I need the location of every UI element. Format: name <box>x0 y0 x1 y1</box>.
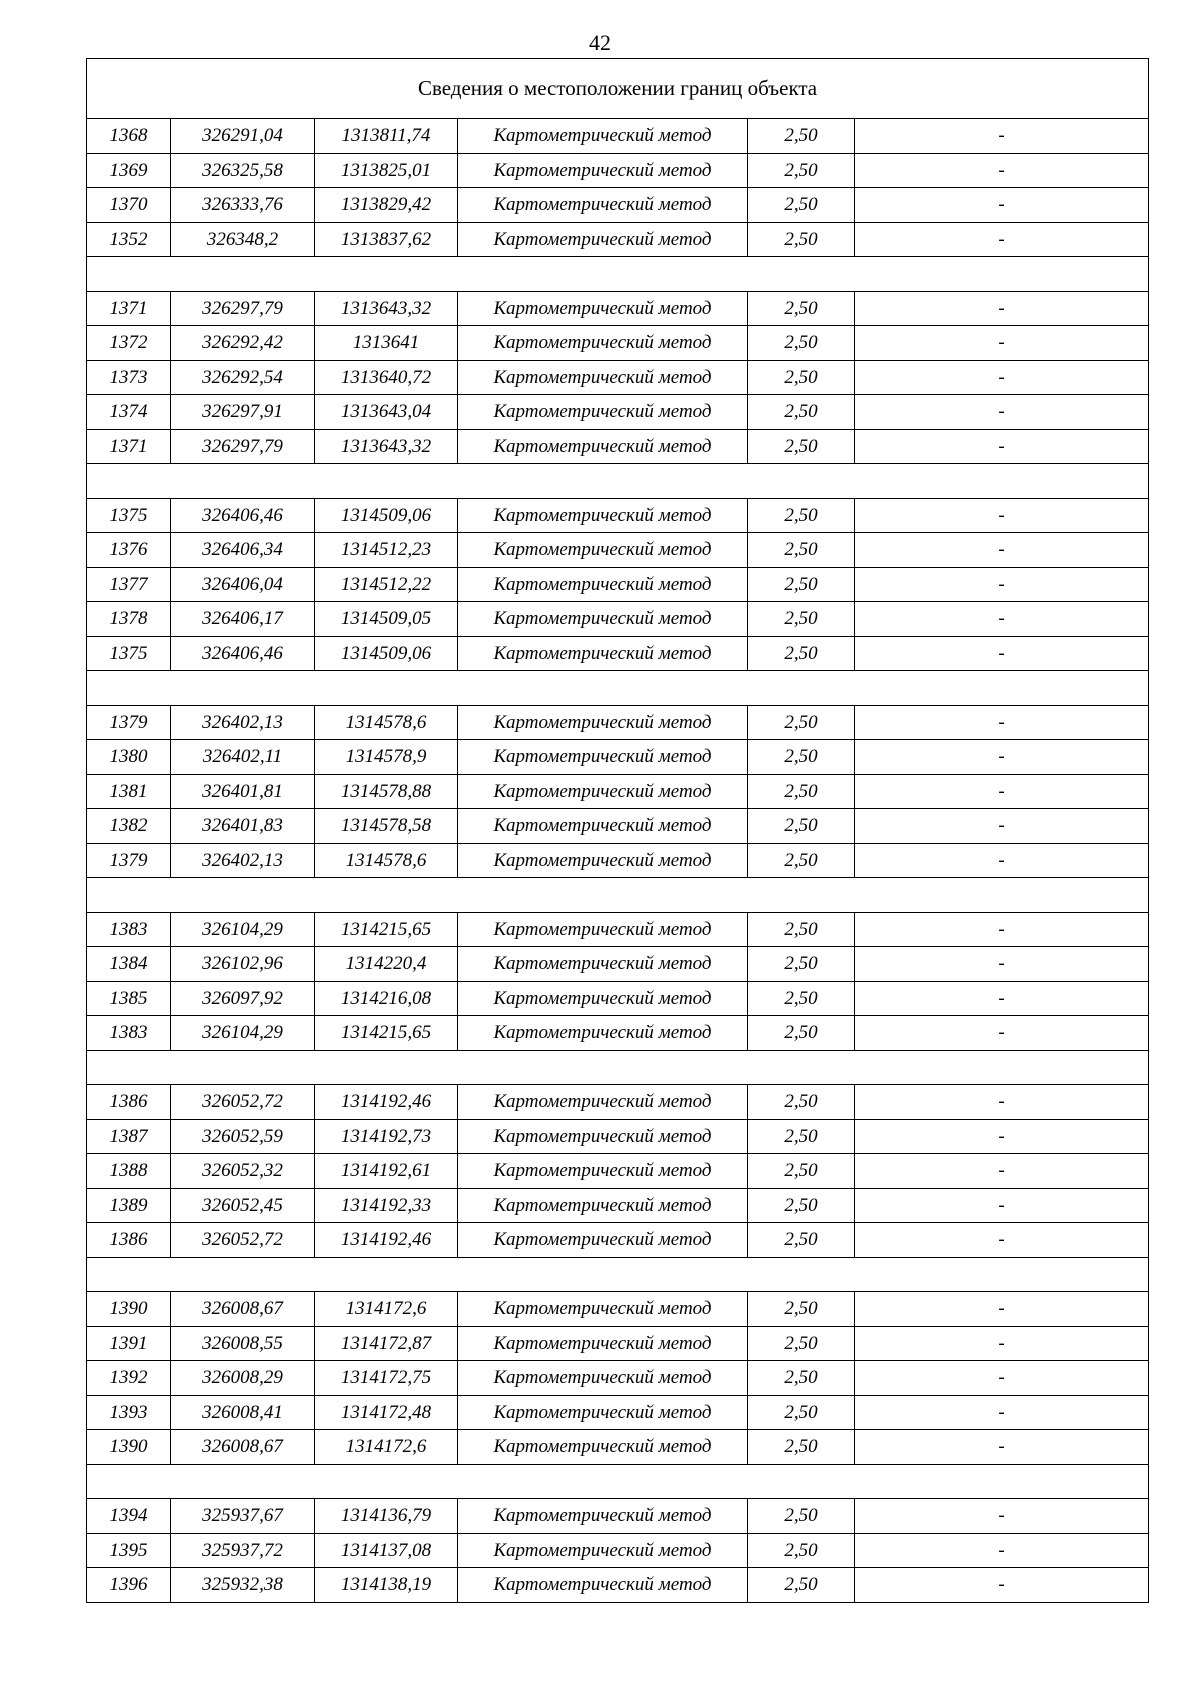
cell-coord-y: 1314215,65 <box>315 912 458 947</box>
cell-description: - <box>855 1395 1149 1430</box>
cell-method: Картометрический метод <box>458 153 748 188</box>
cell-coord-x: 326008,41 <box>171 1395 315 1430</box>
group-separator-cell <box>87 1464 1149 1499</box>
cell-method: Картометрический метод <box>458 636 748 671</box>
cell-description: - <box>855 740 1149 775</box>
cell-point-number: 1372 <box>87 326 171 361</box>
cell-description: - <box>855 1361 1149 1396</box>
cell-point-number: 1369 <box>87 153 171 188</box>
cell-coord-y: 1314512,23 <box>315 533 458 568</box>
cell-coord-x: 326401,83 <box>171 809 315 844</box>
cell-point-number: 1371 <box>87 429 171 464</box>
cell-accuracy: 2,50 <box>748 1154 855 1189</box>
cell-coord-y: 1314578,88 <box>315 774 458 809</box>
cell-coord-x: 326325,58 <box>171 153 315 188</box>
cell-point-number: 1378 <box>87 602 171 637</box>
cell-point-number: 1390 <box>87 1292 171 1327</box>
table-row <box>87 395 1149 430</box>
cell-point-number: 1395 <box>87 1533 171 1568</box>
cell-method: Картометрический метод <box>458 291 748 326</box>
group-separator-cell <box>87 1050 1149 1085</box>
cell-coord-y: 1314192,61 <box>315 1154 458 1189</box>
group-separator-row <box>87 671 1149 706</box>
group-separator-row <box>87 464 1149 499</box>
cell-point-number: 1382 <box>87 809 171 844</box>
cell-method: Картометрический метод <box>458 498 748 533</box>
group-separator-cell <box>87 878 1149 913</box>
table-row <box>87 705 1149 740</box>
table-row <box>87 222 1149 257</box>
cell-method: Картометрический метод <box>458 843 748 878</box>
cell-coord-x: 326052,32 <box>171 1154 315 1189</box>
cell-coord-y: 1314172,75 <box>315 1361 458 1396</box>
cell-accuracy: 2,50 <box>748 602 855 637</box>
cell-coord-x: 326104,29 <box>171 912 315 947</box>
cell-description: - <box>855 360 1149 395</box>
cell-accuracy: 2,50 <box>748 1119 855 1154</box>
cell-coord-y: 1313643,04 <box>315 395 458 430</box>
cell-coord-y: 1314138,19 <box>315 1568 458 1603</box>
table-row <box>87 1188 1149 1223</box>
table-row <box>87 153 1149 188</box>
cell-coord-y: 1314578,6 <box>315 843 458 878</box>
cell-point-number: 1370 <box>87 188 171 223</box>
table-row <box>87 1326 1149 1361</box>
table-row <box>87 1119 1149 1154</box>
cell-coord-y: 1314509,06 <box>315 636 458 671</box>
cell-point-number: 1379 <box>87 843 171 878</box>
cell-point-number: 1379 <box>87 705 171 740</box>
cell-coord-x: 326402,13 <box>171 843 315 878</box>
cell-accuracy: 2,50 <box>748 222 855 257</box>
table-row <box>87 429 1149 464</box>
cell-description: - <box>855 1223 1149 1258</box>
cell-coord-y: 1314172,48 <box>315 1395 458 1430</box>
cell-coord-y: 1314172,87 <box>315 1326 458 1361</box>
cell-coord-y: 1314578,58 <box>315 809 458 844</box>
cell-description: - <box>855 498 1149 533</box>
cell-point-number: 1390 <box>87 1430 171 1465</box>
cell-method: Картометрический метод <box>458 705 748 740</box>
cell-description: - <box>855 774 1149 809</box>
cell-coord-y: 1313641 <box>315 326 458 361</box>
cell-coord-y: 1314192,46 <box>315 1223 458 1258</box>
cell-point-number: 1385 <box>87 981 171 1016</box>
cell-point-number: 1373 <box>87 360 171 395</box>
cell-description: - <box>855 567 1149 602</box>
table-row <box>87 326 1149 361</box>
cell-accuracy: 2,50 <box>748 1430 855 1465</box>
cell-description: - <box>855 947 1149 982</box>
cell-coord-y: 1314216,08 <box>315 981 458 1016</box>
cell-point-number: 1383 <box>87 1016 171 1051</box>
cell-point-number: 1386 <box>87 1223 171 1258</box>
table-body <box>87 59 1149 1603</box>
cell-accuracy: 2,50 <box>748 774 855 809</box>
cell-coord-x: 326333,76 <box>171 188 315 223</box>
table-row <box>87 567 1149 602</box>
group-separator-cell <box>87 1257 1149 1292</box>
table-row <box>87 1085 1149 1120</box>
cell-coord-y: 1314172,6 <box>315 1292 458 1327</box>
cell-coord-x: 326401,81 <box>171 774 315 809</box>
cell-point-number: 1380 <box>87 740 171 775</box>
cell-accuracy: 2,50 <box>748 153 855 188</box>
cell-coord-x: 326297,91 <box>171 395 315 430</box>
cell-description: - <box>855 291 1149 326</box>
cell-point-number: 1381 <box>87 774 171 809</box>
cell-method: Картометрический метод <box>458 326 748 361</box>
cell-point-number: 1383 <box>87 912 171 947</box>
cell-method: Картометрический метод <box>458 188 748 223</box>
cell-method: Картометрический метод <box>458 1533 748 1568</box>
cell-coord-y: 1314578,9 <box>315 740 458 775</box>
table-row <box>87 1223 1149 1258</box>
cell-accuracy: 2,50 <box>748 533 855 568</box>
cell-description: - <box>855 533 1149 568</box>
cell-point-number: 1374 <box>87 395 171 430</box>
cell-coord-y: 1314215,65 <box>315 1016 458 1051</box>
table-row <box>87 533 1149 568</box>
boundary-coordinates-table <box>86 58 1149 1603</box>
cell-method: Картометрический метод <box>458 1223 748 1258</box>
cell-description: - <box>855 705 1149 740</box>
cell-coord-x: 325932,38 <box>171 1568 315 1603</box>
cell-coord-x: 325937,67 <box>171 1499 315 1534</box>
cell-description: - <box>855 1292 1149 1327</box>
cell-coord-y: 1313811,74 <box>315 119 458 154</box>
cell-description: - <box>855 1016 1149 1051</box>
table-row <box>87 1499 1149 1534</box>
cell-accuracy: 2,50 <box>748 1499 855 1534</box>
table-row <box>87 498 1149 533</box>
cell-accuracy: 2,50 <box>748 1395 855 1430</box>
cell-coord-x: 326008,29 <box>171 1361 315 1396</box>
cell-coord-y: 1313837,62 <box>315 222 458 257</box>
cell-coord-x: 326406,04 <box>171 567 315 602</box>
cell-coord-y: 1314509,06 <box>315 498 458 533</box>
cell-description: - <box>855 636 1149 671</box>
cell-coord-y: 1314509,05 <box>315 602 458 637</box>
cell-coord-x: 326102,96 <box>171 947 315 982</box>
group-separator-cell <box>87 671 1149 706</box>
cell-coord-x: 326008,67 <box>171 1292 315 1327</box>
cell-coord-y: 1313640,72 <box>315 360 458 395</box>
cell-description: - <box>855 912 1149 947</box>
cell-coord-y: 1314192,33 <box>315 1188 458 1223</box>
cell-accuracy: 2,50 <box>748 843 855 878</box>
table-row <box>87 912 1149 947</box>
cell-method: Картометрический метод <box>458 395 748 430</box>
cell-coord-y: 1314578,6 <box>315 705 458 740</box>
table-row <box>87 1361 1149 1396</box>
cell-coord-y: 1313825,01 <box>315 153 458 188</box>
cell-description: - <box>855 981 1149 1016</box>
table-title: Сведения о местоположении границ объекта <box>87 59 1149 119</box>
cell-coord-x: 326292,42 <box>171 326 315 361</box>
cell-accuracy: 2,50 <box>748 705 855 740</box>
cell-accuracy: 2,50 <box>748 1188 855 1223</box>
cell-coord-y: 1314192,73 <box>315 1119 458 1154</box>
table-title-row <box>87 59 1149 119</box>
cell-coord-x: 326406,46 <box>171 636 315 671</box>
cell-coord-y: 1314172,6 <box>315 1430 458 1465</box>
cell-point-number: 1368 <box>87 119 171 154</box>
cell-point-number: 1375 <box>87 636 171 671</box>
table-row <box>87 981 1149 1016</box>
table-row <box>87 1016 1149 1051</box>
cell-accuracy: 2,50 <box>748 291 855 326</box>
cell-method: Картометрический метод <box>458 809 748 844</box>
cell-point-number: 1371 <box>87 291 171 326</box>
cell-method: Картометрический метод <box>458 119 748 154</box>
table-row <box>87 1568 1149 1603</box>
cell-coord-x: 326291,04 <box>171 119 315 154</box>
group-separator-cell <box>87 464 1149 499</box>
cell-coord-x: 326008,67 <box>171 1430 315 1465</box>
table-row <box>87 1395 1149 1430</box>
table-row <box>87 1154 1149 1189</box>
cell-coord-y: 1314220,4 <box>315 947 458 982</box>
cell-coord-x: 326297,79 <box>171 291 315 326</box>
cell-accuracy: 2,50 <box>748 1085 855 1120</box>
cell-method: Картометрический метод <box>458 774 748 809</box>
cell-coord-x: 326008,55 <box>171 1326 315 1361</box>
cell-coord-x: 326052,72 <box>171 1223 315 1258</box>
table-row <box>87 947 1149 982</box>
cell-method: Картометрический метод <box>458 981 748 1016</box>
table-row <box>87 809 1149 844</box>
cell-accuracy: 2,50 <box>748 360 855 395</box>
table-row <box>87 1292 1149 1327</box>
cell-coord-y: 1314192,46 <box>315 1085 458 1120</box>
cell-description: - <box>855 1430 1149 1465</box>
cell-description: - <box>855 1326 1149 1361</box>
table-row <box>87 636 1149 671</box>
group-separator-row <box>87 1050 1149 1085</box>
cell-method: Картометрический метод <box>458 567 748 602</box>
cell-method: Картометрический метод <box>458 222 748 257</box>
cell-point-number: 1387 <box>87 1119 171 1154</box>
cell-method: Картометрический метод <box>458 912 748 947</box>
cell-accuracy: 2,50 <box>748 809 855 844</box>
table-row <box>87 360 1149 395</box>
cell-coord-x: 326104,29 <box>171 1016 315 1051</box>
table-row <box>87 1533 1149 1568</box>
cell-coord-x: 326052,72 <box>171 1085 315 1120</box>
cell-accuracy: 2,50 <box>748 1568 855 1603</box>
group-separator-row <box>87 257 1149 292</box>
cell-method: Картометрический метод <box>458 1568 748 1603</box>
cell-accuracy: 2,50 <box>748 1016 855 1051</box>
cell-description: - <box>855 809 1149 844</box>
cell-accuracy: 2,50 <box>748 429 855 464</box>
cell-accuracy: 2,50 <box>748 981 855 1016</box>
cell-coord-x: 326297,79 <box>171 429 315 464</box>
cell-method: Картометрический метод <box>458 1361 748 1396</box>
cell-method: Картометрический метод <box>458 1499 748 1534</box>
cell-method: Картометрический метод <box>458 1395 748 1430</box>
cell-coord-y: 1314136,79 <box>315 1499 458 1534</box>
cell-point-number: 1377 <box>87 567 171 602</box>
group-separator-row <box>87 878 1149 913</box>
cell-method: Картометрический метод <box>458 429 748 464</box>
cell-point-number: 1388 <box>87 1154 171 1189</box>
cell-coord-x: 326406,46 <box>171 498 315 533</box>
cell-description: - <box>855 153 1149 188</box>
cell-coord-x: 326406,34 <box>171 533 315 568</box>
table-row <box>87 740 1149 775</box>
cell-accuracy: 2,50 <box>748 1326 855 1361</box>
table-row <box>87 188 1149 223</box>
cell-method: Картометрический метод <box>458 1292 748 1327</box>
group-separator-cell <box>87 257 1149 292</box>
cell-description: - <box>855 326 1149 361</box>
cell-accuracy: 2,50 <box>748 395 855 430</box>
cell-coord-x: 326292,54 <box>171 360 315 395</box>
cell-description: - <box>855 1154 1149 1189</box>
table-row <box>87 602 1149 637</box>
cell-coord-x: 326052,45 <box>171 1188 315 1223</box>
cell-method: Картометрический метод <box>458 740 748 775</box>
cell-coord-y: 1314137,08 <box>315 1533 458 1568</box>
cell-description: - <box>855 1533 1149 1568</box>
cell-coord-x: 326348,2 <box>171 222 315 257</box>
cell-accuracy: 2,50 <box>748 947 855 982</box>
cell-accuracy: 2,50 <box>748 740 855 775</box>
cell-coord-x: 326402,13 <box>171 705 315 740</box>
cell-coord-x: 325937,72 <box>171 1533 315 1568</box>
cell-method: Картометрический метод <box>458 947 748 982</box>
cell-method: Картометрический метод <box>458 1154 748 1189</box>
cell-accuracy: 2,50 <box>748 1223 855 1258</box>
cell-coord-y: 1314512,22 <box>315 567 458 602</box>
cell-accuracy: 2,50 <box>748 119 855 154</box>
cell-accuracy: 2,50 <box>748 636 855 671</box>
cell-accuracy: 2,50 <box>748 567 855 602</box>
table-row <box>87 119 1149 154</box>
cell-method: Картометрический метод <box>458 602 748 637</box>
cell-description: - <box>855 395 1149 430</box>
cell-description: - <box>855 1085 1149 1120</box>
cell-description: - <box>855 1568 1149 1603</box>
cell-description: - <box>855 843 1149 878</box>
group-separator-row <box>87 1464 1149 1499</box>
cell-point-number: 1376 <box>87 533 171 568</box>
cell-coord-y: 1313829,42 <box>315 188 458 223</box>
cell-method: Картометрический метод <box>458 1326 748 1361</box>
cell-point-number: 1394 <box>87 1499 171 1534</box>
cell-coord-x: 326097,92 <box>171 981 315 1016</box>
cell-description: - <box>855 602 1149 637</box>
page-number: 42 <box>589 30 611 55</box>
table-row <box>87 291 1149 326</box>
cell-description: - <box>855 222 1149 257</box>
cell-description: - <box>855 429 1149 464</box>
cell-description: - <box>855 1499 1149 1534</box>
cell-point-number: 1391 <box>87 1326 171 1361</box>
cell-method: Картометрический метод <box>458 1119 748 1154</box>
cell-coord-y: 1313643,32 <box>315 291 458 326</box>
cell-accuracy: 2,50 <box>748 1292 855 1327</box>
cell-point-number: 1375 <box>87 498 171 533</box>
cell-accuracy: 2,50 <box>748 1361 855 1396</box>
cell-point-number: 1396 <box>87 1568 171 1603</box>
cell-method: Картометрический метод <box>458 1085 748 1120</box>
cell-point-number: 1393 <box>87 1395 171 1430</box>
cell-method: Картометрический метод <box>458 1430 748 1465</box>
cell-accuracy: 2,50 <box>748 1533 855 1568</box>
cell-point-number: 1384 <box>87 947 171 982</box>
cell-description: - <box>855 1119 1149 1154</box>
cell-point-number: 1392 <box>87 1361 171 1396</box>
table-row <box>87 774 1149 809</box>
table-row <box>87 843 1149 878</box>
cell-accuracy: 2,50 <box>748 326 855 361</box>
cell-description: - <box>855 119 1149 154</box>
table-row <box>87 1430 1149 1465</box>
cell-accuracy: 2,50 <box>748 912 855 947</box>
cell-coord-y: 1313643,32 <box>315 429 458 464</box>
cell-method: Картометрический метод <box>458 360 748 395</box>
cell-point-number: 1352 <box>87 222 171 257</box>
cell-accuracy: 2,50 <box>748 498 855 533</box>
cell-point-number: 1386 <box>87 1085 171 1120</box>
cell-method: Картометрический метод <box>458 1188 748 1223</box>
cell-method: Картометрический метод <box>458 533 748 568</box>
cell-coord-x: 326406,17 <box>171 602 315 637</box>
cell-coord-x: 326402,11 <box>171 740 315 775</box>
cell-accuracy: 2,50 <box>748 188 855 223</box>
cell-method: Картометрический метод <box>458 1016 748 1051</box>
group-separator-row <box>87 1257 1149 1292</box>
cell-description: - <box>855 1188 1149 1223</box>
cell-point-number: 1389 <box>87 1188 171 1223</box>
cell-description: - <box>855 188 1149 223</box>
cell-coord-x: 326052,59 <box>171 1119 315 1154</box>
